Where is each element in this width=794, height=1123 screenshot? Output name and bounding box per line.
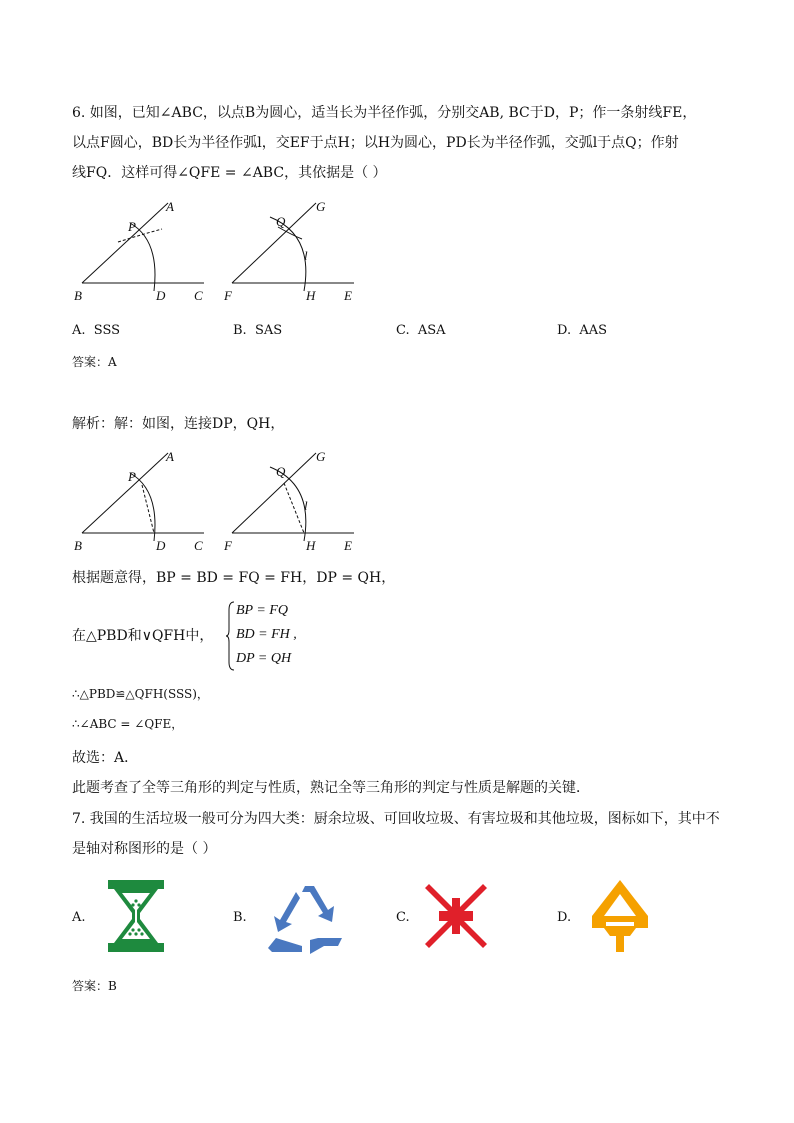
q6-choose: 故选：A． [72, 750, 139, 766]
q6-analysis-figure [70, 445, 370, 555]
q7-stem-line1: 7. 我国的生活垃圾一般可分为四大类：厨余垃圾、可回收垃圾、有害垃圾和其他垃圾，图标如下，其中不 [72, 811, 720, 827]
q7-option-b-key: B. [233, 910, 247, 925]
label-B: B [74, 288, 82, 303]
option-key: D. [557, 323, 572, 338]
q6-stem-line3: 线FQ．这样可得∠QFE = ∠ABC，其依据是（ ） [72, 165, 387, 181]
q6-in-triangles: 在△PBD和∨QFH中， [72, 628, 214, 644]
q7-option-a-key: A. [72, 910, 86, 925]
q6-option-d [557, 322, 607, 340]
q6-option-a [72, 322, 120, 340]
label-D: D [156, 538, 166, 553]
recyclable-icon [264, 882, 346, 954]
label-A: A [166, 449, 174, 464]
system-eq-3: DP = QH [236, 651, 292, 666]
q6-summary: 此题考查了全等三角形的判定与性质，熟记全等三角形的判定与性质是解题的关键． [72, 780, 590, 796]
label-B: B [74, 538, 82, 553]
q7-stem-line2: 是轴对称图形的是（ ） [72, 841, 217, 857]
q6-therefore-congruent: ∴△PBD≌△QFH(SSS)， [72, 687, 209, 701]
q6-answer: 答案：A [72, 355, 117, 369]
angle-qfe-figure [223, 199, 354, 303]
label-H: H [306, 288, 316, 303]
label-P: P [128, 219, 136, 234]
q7-option-c-key: C. [396, 910, 410, 925]
q6-given: 根据题意得，BP = BD = FQ = FH，DP = QH， [72, 570, 396, 586]
q6-option-c [396, 322, 446, 340]
option-text: SAS [254, 323, 283, 338]
label-F: F [224, 288, 232, 303]
label-G: G [316, 199, 326, 214]
option-key: C. [396, 323, 410, 338]
angle-abc-figure-connected [74, 449, 204, 553]
label-A: A [166, 199, 174, 214]
q6-option-b [233, 322, 282, 340]
label-Q: Q [276, 214, 286, 229]
q7-answer: 答案：B [72, 979, 117, 993]
q6-therefore-angles: ∴∠ABC = ∠QFE， [72, 717, 184, 731]
q7-option-d-key: D. [557, 910, 572, 925]
system-eq-1: BP = FQ [236, 603, 288, 618]
label-C: C [194, 538, 203, 553]
label-D: D [156, 288, 166, 303]
label-P: P [128, 469, 136, 484]
option-text: ASA [417, 323, 446, 338]
system-eq-2: BD = FH , [236, 627, 297, 642]
label-F: F [224, 538, 232, 553]
label-H: H [306, 538, 316, 553]
angle-qfe-figure-connected [223, 449, 354, 553]
hazardous-waste-icon [420, 880, 492, 952]
kitchen-waste-icon [106, 878, 166, 954]
angle-abc-figure [74, 199, 204, 303]
q6-figure [70, 195, 370, 305]
system-brace [226, 600, 236, 672]
label-C: C [194, 288, 203, 303]
other-waste-icon [586, 876, 654, 956]
option-text: SSS [93, 323, 121, 338]
label-l: l [304, 248, 308, 263]
label-E: E [344, 288, 352, 303]
option-text: AAS [579, 323, 608, 338]
q6-analysis-intro: 解析：解：如图，连接DP，QH， [72, 416, 285, 432]
label-l: l [304, 498, 308, 513]
option-key: A. [72, 323, 86, 338]
option-key: B. [233, 323, 247, 338]
q6-stem-line1: 6. 如图，已知∠ABC，以点B为圆心，适当长为半径作弧，分别交AB, BC于D，P；作一条射线FE， [72, 105, 697, 121]
q6-stem-line2: 以点F圆心，BD长为半径作弧l，交EF于点H；以H为圆心，PD长为半径作弧，交弧l于点Q；作射 [72, 135, 679, 151]
label-Q: Q [276, 464, 286, 479]
label-G: G [316, 449, 326, 464]
label-E: E [344, 538, 352, 553]
